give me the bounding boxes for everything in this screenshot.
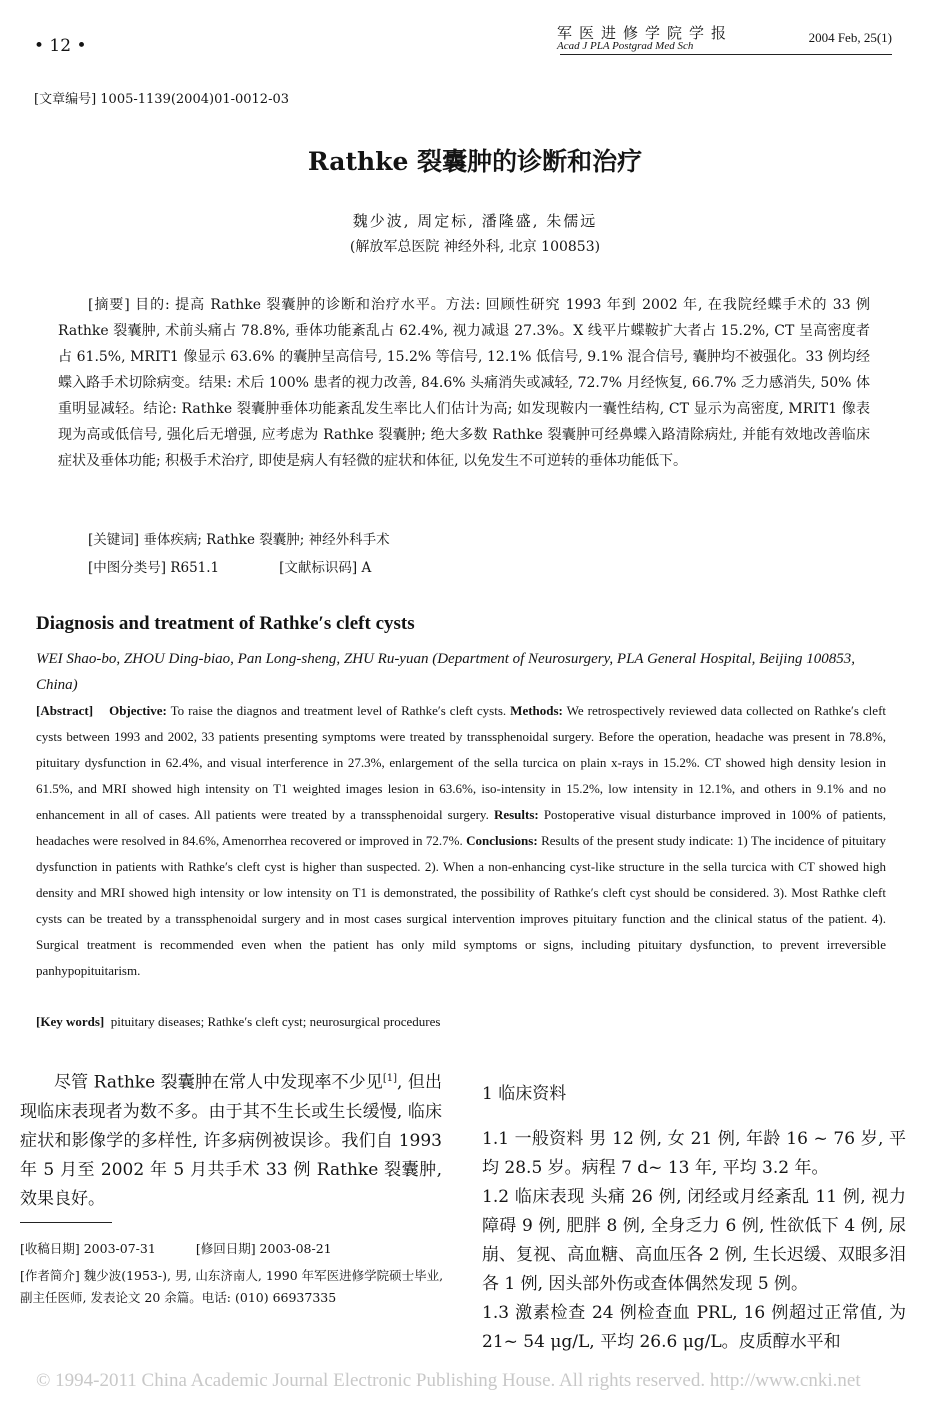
objective-label: Objective:: [109, 703, 167, 718]
abstract-label: [Abstract]: [36, 703, 94, 718]
reference-marker[interactable]: [1]: [382, 1073, 397, 1084]
document-code: [文献标识码] A: [279, 560, 372, 576]
watermark: © 1994-2011 China Academic Journal Electronic Publishing House. All rights reserved. http://www.cnki.net: [36, 1370, 861, 1391]
methods-text: We retrospectively reviewed data collected on Rathke′s cleft cysts between 1993 and 2002, 33 patients presenting symptoms were treated by transsphenoidal surgery. Before the operation, headache was present in 78.8%, pituitary dysfunction in 62.4%, and visual interference in 27.3%, enlargement of the sella turcica on plain x-rays in 15.2%. CT showed high density lesion in 61.5%, and MRI showed high intensity on T1 weighted images lesion in 63.6%, iso-intensity in 15.2%, low intensity in 12.1%, and others in 9.1% and no enhancement in all of cases. All patients were treated by a transsphenoidal surgery.: [36, 703, 887, 822]
authors: 魏少波, 周定标, 潘隆盛, 朱儒远: [352, 212, 598, 230]
keywords-cn: [关键词] 垂体疾病; Rathke 裂囊肿; 神经外科手术: [88, 532, 390, 548]
revised-date: [修回日期] 2003-08-21: [195, 1241, 332, 1256]
body-intro: [20, 1064, 442, 1214]
paragraph-hormone-tests: 1.3 激素检查 24 例检查血 PRL, 16 例超过正常值, 为 21~ 54 μg/L, 平均 26.6 μg/L。皮质醇水平和: [482, 1303, 906, 1352]
clc-number: [中图分类号] R651.1: [88, 560, 220, 576]
abstract-cn: [摘要] 目的: 提高 Rathke 裂囊肿的诊断和治疗水平。方法: 回顾性研究 1993 年到 2002 年, 在我院经蝶手术的 33 例 Rathke 裂囊肿, 术前头痛占 78.8%, 垂体功能紊乱占 62.4%, 视力减退 27.3%。X 线平片蝶鞍扩大者占 15.2%, CT 呈高密度者占 61.5%, MRIT1 像显示 63.6% 的囊肿呈高信号, 15.2% 等信号, 12.1% 低信号, 9.1% 混合信号, 囊肿均不被强化。33 例均经蝶入路手术切除病变。结果: 术后 100% 患者的视力改善, 84.6% 头痛消失或减轻, 72.7% 月经恢复, 66.7% 乏力感消失, 50% 体重明显减轻。结论: Rathke 裂囊肿垂体功能紊乱发生率比人们估计为高; 如发现鞍内一囊性结构, CT 显示为高密度, MRIT1 像表现为高或低信号, 强化后无增强, 应考虑为 Rathke 裂囊肿; 绝大多数 Rathke 裂囊肿可经鼻蝶入路清除病灶, 并能有效地改善临床症状及垂体功能; 积极手术治疗, 即使是病人有轻微的症状和体征, 以免发生不可逆转的垂体功能低下。: [58, 297, 870, 469]
english-title: Diagnosis and treatment of Rathke′s cleft cysts: [36, 613, 415, 634]
issue-date: 2004 Feb, 25(1): [808, 30, 892, 45]
header-rule: [560, 54, 892, 55]
methods-label: Methods:: [510, 703, 563, 718]
section-heading: 1 临床资料: [482, 1084, 567, 1104]
paragraph-clinical-presentation: 1.2 临床表现 头痛 26 例, 闭经或月经紊乱 11 例, 视力障碍 9 例, 肥胖 8 例, 全身乏力 6 例, 性欲低下 4 例, 尿崩、复视、高血糖、高血压各 2 例, 生长迟缓、双眼多泪各 1 例, 因头部外伤或查体偶然发现 5 例。: [482, 1187, 906, 1294]
results-label: Results:: [493, 807, 539, 822]
keywords-en: [36, 1014, 440, 1030]
results-text: Postoperative visual disturbance improved in 100% of patients, headaches were resolved in 84.6%, Amenorrhea recovered or improved in 72.7%.: [36, 807, 887, 848]
journal-name-en: Acad J PLA Postgrad Med Sch: [557, 40, 694, 52]
intro-text: 尽管 Rathke 裂囊肿在常人中发现率不少见: [54, 1072, 383, 1093]
author-bio: [作者简介] 魏少波(1953-), 男, 山东济南人, 1990 年军医进修学院硕士毕业, 副主任医师, 发表论文 20 余篇。电话: (010) 66937335: [20, 1268, 444, 1305]
intro-text-cont: , 但出现临床表现者为数不多。由于其不生长或生长缓慢, 临床症状和影像学的多样性, 许多病例被误诊。我们自 1993 年 5 月至 2002 年 5 月共手术 33 例 Rathke 裂囊肿, 效果良好。: [20, 1072, 442, 1209]
objective-text: To raise the diagnos and treatment level of Rathke′s cleft cysts.: [170, 703, 507, 718]
footnote-rule: [20, 1222, 112, 1223]
footnote-dates: [20, 1238, 450, 1260]
keywords-label: [Key words]: [36, 1014, 105, 1029]
abstract-en: [36, 698, 886, 984]
received-date: [收稿日期] 2003-07-31: [20, 1241, 156, 1256]
body-right-column: [482, 1080, 906, 1357]
keywords-text: pituitary diseases; Rathke′s cleft cyst; neurosurgical procedures: [110, 1014, 441, 1029]
paragraph-general-data: 1.1 一般资料 男 12 例, 女 21 例, 年龄 16 ~ 76 岁, 平均 28.5 岁。病程 7 d~ 13 年, 平均 3.2 年。: [482, 1129, 906, 1178]
english-authors: WEI Shao-bo, ZHOU Ding-biao, Pan Long-sheng, ZHU Ru-yuan (Department of Neurosurgery, PLA General Hospital, Beijing 100853, China): [36, 651, 855, 693]
page-number: • 12 •: [34, 36, 87, 56]
conclusions-label: Conclusions:: [466, 833, 538, 848]
affiliation: (解放军总医院 神经外科, 北京 100853): [349, 239, 601, 255]
journal-name-cn: 军医进修学院学报: [557, 24, 734, 42]
article-title: Rathke 裂囊肿的诊断和治疗: [307, 147, 643, 176]
classification-line: [88, 556, 371, 576]
article-number: [文章编号] 1005-1139(2004)01-0012-03: [34, 92, 290, 107]
conclusions-text: Results of the present study indicate: 1) The incidence of pituitary dysfunction in patients with Rathke′s cleft cyst is higher than suspected. 2). When a non-enhancing cyst-like structure in the sella turcica with CT showed high density and MRI showed high intensity or low intensity on T1 is demonstrated, the possibility of Rathke′s cleft cyst should be considered. 3). Most Rathke cleft cysts can be treated by a transsphenoidal surgery and in most cases surgical intervention improves pituitary function and the clinical status of the patient. 4). Surgical treatment is recommended even when the patient has only mild symptoms or signs, including pituitary dysfunction, to prevent irreversible panhypopituitarism.: [36, 833, 887, 978]
